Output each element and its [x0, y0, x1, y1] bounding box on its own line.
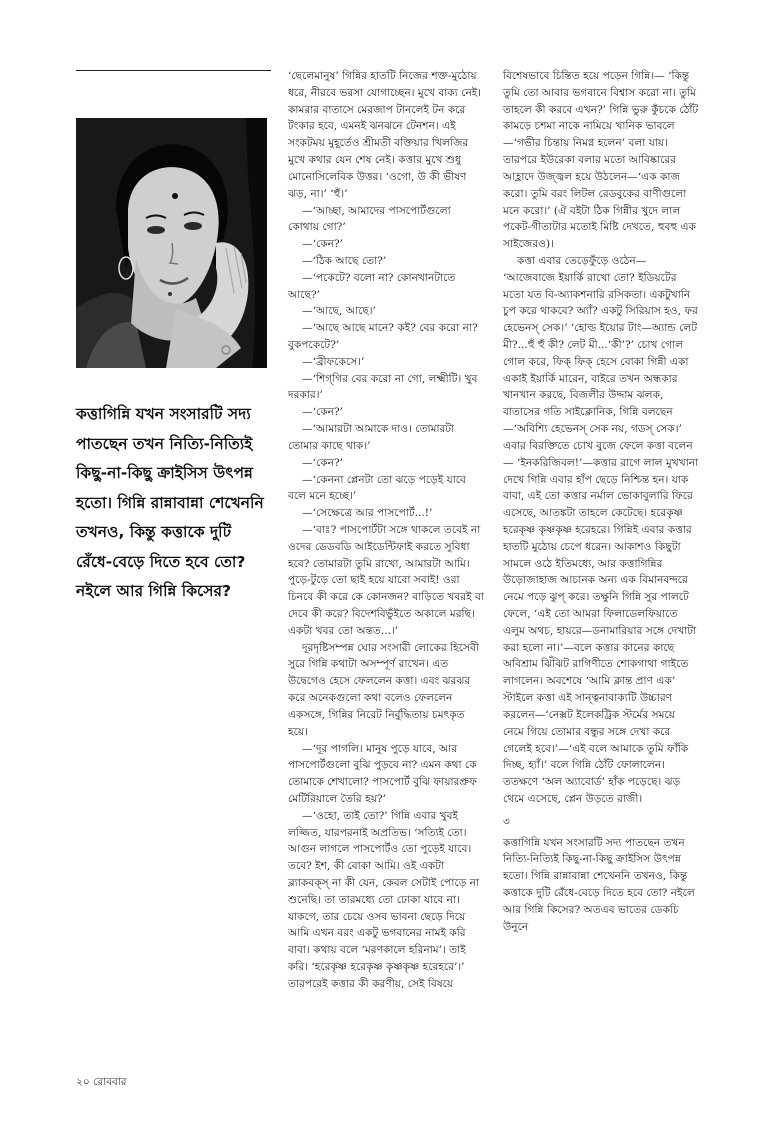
pull-quote: কত্তাগিন্নি যখন সংসারটি সদ্য পাতছেন তখন নিত্যি-নিত্যিই কিছু-না-কিছু ক্রাইসিস উৎপন্ন হতো। গিন্নি রান্নাবান্না শেখেননি তখনও, কিন্তু কত্তাকে দুটি রেঁধে-বেড়ে দিতে হবে তো? নইলে আর গিন্নি কিসের? — [76, 405, 264, 600]
paragraph: —‘বাঃ? পাসপোর্টটা সঙ্গে থাকলে তবেই না ওদের ডেডবডি আইডেন্টিফাই করতে সুবিধা হবে? তোমারটা তুমি রাখো, আমারটা আমি। পুড়ে-টুড়ে তো ছাই হয়ে যাবো সবাই! ওরা চিনবে কী করে কে কোনজন? বাড়িতে খবরই বা দেবে কী করে? বিদেশবিভুঁইতে অকালে মরছি। একটা খবর তো অন্তত...।’ — [288, 523, 484, 637]
paragraph: —‘কেননা প্লেনটা তো ঝড়ে পড়েই যাবে বলে মনে হচ্ছে।’ — [288, 473, 466, 503]
section-number: ৩ — [503, 815, 510, 828]
paragraph: দূরদৃষ্টিসম্পন্ন ঘোর সংসারী লোকের হিসেবী সুরে গিন্নি কথাটা অসম্পূর্ণ রাখেন। এত উদ্বেগেও হেসে ফেললেন কত্তা। এবং ঝরঝর করে অনেকগুলো কথা বলেও ফেললেন একসঙ্গে, গিন্নির নিরেট নির্বুদ্ধিতায় চমৎকৃত হয়ে। — [288, 641, 479, 738]
paragraph: ‘ছেলেমানুষ’ গিন্নির হাতটি নিজের শক্ত-মুঠোয় ধরে, নীরবে ভরসা যোগাচ্ছেন। মুখে বাক্য নেই। কামরার বাতাসে মেরজাপ টানলেই টন করে টংকার হবে, এমনই ঝনঝনে টেনশন। এই সংকটময় মুহূর্তেও শ্রীমতী বক্তিয়ার খিলজির মুখে কথার যেন শেষ নেই। কত্তার মুখে শুধু মোনোসিলেবিক উত্তর। ‘ওগো, উ কী ভীষণ ঝড়, না।’ ‘হুঁ।’ — [288, 70, 482, 200]
paragraph: —‘ওহো, তাই তো?’ গিন্নি এবার খুবই লজ্জিত, যারপরনাই অপ্রতিভ। ‘সত্যিই তো। আগুন লাগলে পাসপোর্টও তো পুড়েই যাবে। তবে? ইশ, কী বোকা আমি। ওই একটা ব্ল্যাকবক্স্‌ না কী যেন, কেবল সেটাই পোড়ে না শুনেছি। তা তারমধ্যে তো ঢোকা যাবে না। যাকগে, তার চেয়ে ওসব ভাবনা ছেড়ে দিয়ে আমি এখন বরং একটু ভগবানের নামই করি বাবা। কথায় বলে ‘মরণকালে হরিনাম’। তাই করি। ‘হরেকৃষ্ণ হরেকৃষ্ণ কৃষ্ণকৃষ্ণ হরেহরে’।’ তারপরেই কত্তার কী করণীয়, সেই বিষয়ে — [288, 809, 480, 990]
paragraph: —‘কেন?’ — [302, 456, 344, 469]
page-folio: ২০ রোববার — [76, 1076, 127, 1088]
paragraph: —‘আছে, আছে।’ — [302, 305, 376, 318]
paragraph: —‘কেন?’ — [302, 406, 344, 419]
paragraph: —‘ঠিক আছে তো?’ — [302, 254, 387, 267]
paragraph: —‘আচ্ছা, আমাদের পাসপোর্টগুলো কোথায় গো?’ — [288, 204, 451, 234]
paragraph: কত্তাগিন্নি যখন সংসারটি সদ্য পাতছেন তখন নিত্যি-নিত্যিই কিছু-না-কিছু ক্রাইসিস উৎপন্ন হতো। গিন্নি রান্নাবান্না শেখেননি তখনও, কিন্তু কত্তাকে দুটি রেঁধে-বেড়ে দিতে হবে তো? নইলে আর গিন্নি কিসের? অতএব ভাতের ডেকচি উনুনে — [503, 836, 695, 933]
paragraph: —‘দূর পাগলি। মানুষ পুড়ে যাবে, আর পাসপোর্টগুলো বুঝি পুড়বে না? এমন কথা কে তোমাকে শেখালো? পাসপোর্ট বুঝি ফায়ারপ্রুফ মেটিরিয়ালে তৈরি হয়?’ — [288, 742, 477, 805]
portrait-illustration — [76, 118, 267, 368]
paragraph: —‘কেন?’ — [302, 238, 344, 251]
portrait-photo — [76, 118, 267, 368]
paragraph: —‘সেক্ষেত্রে আর পাসপোর্ট...!’ — [302, 507, 433, 520]
paragraph: কত্তা এবার তেড়েফুঁড়ে ওঠেন— ‘আজেবাজে ইয়ার্কি রাখো তো? ইডিয়টের মতো যত বি-অ্যাকশনারি রসিকতা। একটুখানি চুপ করে থাকবে? অ্যাঁ? একটু সিরিয়াস হও, ফর হেভেনস্‌ সেক।’ ‘হোল্ড ইয়োর টাং—অ্যান্ড লেট মী?...হুঁ হুঁ কী? লেট মী...‘কী’?’ চোখ গোল গোল করে, ফিক্‌ ফিক্‌ হেসে বোকা গিন্নী একা একাই ইয়ার্কি মারেন, বাইরে তখন অন্ধকার খানখান করছে, বিজলীর উদ্দাম ঝলক, বাতাসের গতি সাইক্লোনিক, গিন্নি বলছেন—‘অবিশ্যি হেভেনস্‌ সেক নয়, গডস্‌ সেক।’ এবার বিরক্তিতে চোখ বুজে ফেলে কত্তা বলেন— ‘ইনকরিজিবল!’—কত্তার রাগে লাল মুখখানা দেখে গিন্নি এবার হাঁপ ছেড়ে নিশ্চিন্ত হন। যাক বাবা, এই তো কত্তার নর্মাল ভোকাবুলারি ফিরে এসেছে, আতঙ্কটা তাহলে কেটেছে। হরেকৃষ্ণ হরেকৃষ্ণ কৃষ্ণকৃষ্ণ হরেহরে। গিন্নিই এবার কত্তার হাতটি মুঠোয় চেপে ধরেন। আকাশও কিছুটা সামলে ওঠে ইতিমধ্যে, আর কত্তাগিন্নির উড়োজাহাজ আচানক অন্য এক বিমানবন্দরে নেমে পড়ে ঝুপ্‌ করে। তক্ষুনি গিন্নি সুর পালটে ফেলে, ‘এই তো আমরা ফিলাডেলফিয়াতে এলুম অথচ, হায়রে—ডনামারিয়ার সঙ্গে দেখাটা করা হলো না।’—বলে কত্তার কানের কাছে অবিশ্রাম ঝিঁঝিট রাগিণীতে শোকগাথা গাইতে লাগলেন। অবশেষে ‘আমি ক্লান্ত প্রাণ এক’ স্টাইলে কত্তা এই সান্ত্বনাবাক্যটি উচ্চারণ করলেন—‘নেক্সট ইলেকট্রিক স্টর্মের সময়ে নেমে গিয়ে তোমার বন্ধুর সঙ্গে দেখা করে গেলেই হবে।’—‘এই বলে আমাকে তুমি ফাঁকি দিচ্ছ, হ্যাঁ।’ বলে গিন্নি ঠোঁট ফোলালেন। ততক্ষণে ‘অল অ্যাবোর্ড’ হাঁক পড়েছে। ঝড় থেমে এসেছে, প্লেন উড়তে রাজী। — [503, 254, 699, 805]
paragraph: বিশেষভাবে চিন্তিত হয়ে পড়েন গিন্নি।— ‘কিন্তু তুমি তো আবার ভগবানে বিশ্বাস করো না। তুমি তাহলে কী করবে এখন?’ গিন্নি ভুরু কুঁচকে ঠোঁট কামড়ে চশমা নাকে নামিয়ে খানিক ভাবলে—‘গভীর চিন্তায় নিমগ্ন হলেন’ বলা যায়। তারপরে ইউরেকা বলার মতো আবিষ্কারের আহ্লাদে উজ্জ্বল হয়ে উঠলেন—‘এক কাজ করো। তুমি বরং লিটল রেডবুকের বাণীগুলো মনে করো।’ (ঐ বইটা ঠিক গিন্নীর খুদে লাল পকেট-গীতাটার মতোই মিষ্টি দেখতে, হুবহু এক সাইজেরও)। — [503, 70, 699, 251]
paragraph: —‘ব্রীফকেসে।’ — [302, 355, 365, 368]
paragraph: —‘আছে আছে মানে? কই? বের করো না? বুকপকেটে?’ — [288, 322, 478, 351]
paragraph: —‘শিগ্‌গির বের করো না গো, লক্ষ্মীটি। খুব দরকার।’ — [288, 372, 478, 402]
paragraph: —‘পকেটে? বলো না? কোনখানটাতে আছে?’ — [288, 271, 456, 301]
column-2 — [288, 68, 484, 993]
paragraph: —‘আমারটা আমাকে দাও। তোমারটা তোমার কাছে থাক।’ — [288, 423, 455, 452]
column-3 — [503, 68, 699, 935]
top-rule — [76, 70, 271, 71]
